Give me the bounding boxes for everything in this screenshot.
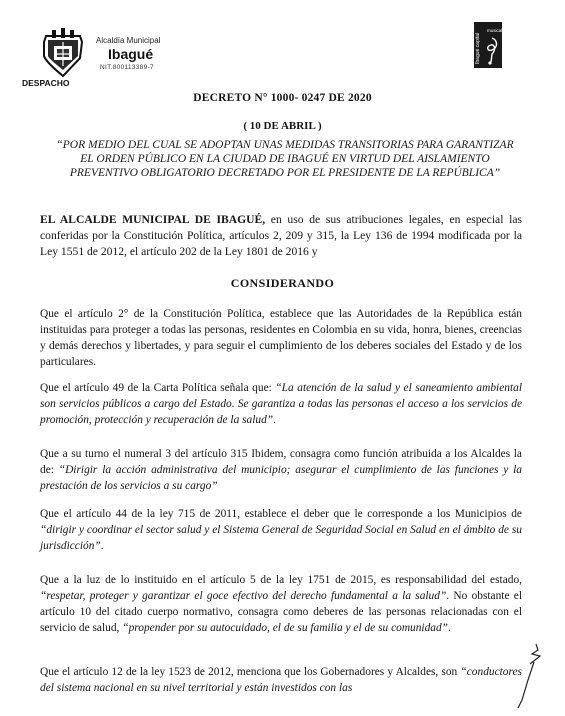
paragraph-5-quote-1: “respetar, proteger y garantizar el goce efectivo del derecho fundamental a la salud” (40, 590, 447, 602)
intro-body: en uso de sus atribuciones legales, en especial las conferidas por la Constitución Política, artículos 2, 209 y 315, la Ley 136 de 1994 modificada por la Ley 1551 de 2012, el artículo 202 de la Ley 1801 de 2016 y (40, 213, 522, 258)
considerando-heading: CONSIDERANDO (230, 276, 335, 290)
decree-date: ( 10 DE ABRIL ) (243, 120, 322, 132)
paragraph-5-text-a: Que a la luz de lo instituido en el artículo 5 de la ley 1751 de 2015, es responsabilidad del estado, (40, 574, 522, 586)
paragraph-2 (40, 380, 522, 428)
paragraph-4-quote: “dirigir y coordinar el sector salud y el Sistema General de Seguridad Social en Salud en el ámbito de su jurisdicción” (40, 524, 522, 552)
paragraph-1-text: Que el artículo 2° de la Constitución Política, establece que las Autoridades de la República están instituidas para proteger a todas las personas, residentes en Colombia en su vida, honra, bienes, creencias y demás derechos y libertades, y para seguir el cumplimiento de los deberes sociales del Estado y de los particulares. (40, 308, 522, 368)
paragraph-4-end: . (100, 540, 104, 552)
decree-title: DECRETO N° 1000- 0247 DE 2020 (193, 92, 372, 104)
paragraph-4-text: Que el artículo 44 de la ley 715 de 2011, establece el deber que le corresponde a los Municipios de (40, 508, 522, 520)
paragraph-5-text-b: . No obstante el artículo 10 del citado cuerpo normativo, consagra como deberes de las personas relacionadas con el servicio de salud, (40, 590, 523, 634)
capital-musical-badge (474, 22, 502, 68)
alcaldia-logo (12, 22, 212, 92)
decree-purpose: “POR MEDIO DEL CUAL SE ADOPTAN UNAS MEDIDAS TRANSITORIAS PARA GARANTIZAR EL ORDEN PÚBLICO EN LA CIUDAD DE IBAGUÉ EN VIRTUD DEL AISLAMIENTO PREVENTIVO OBLIGATORIO DECRETADO POR EL PRESIDENTE DE LA REPÚBLICA” (56, 139, 514, 179)
paragraph-6-quote: “conductores del sistema nacional en su nivel territorial y están investidos con las (40, 666, 522, 694)
paragraph-4 (40, 506, 522, 554)
paragraph-5-end: . (448, 622, 451, 634)
intro-paragraph (40, 212, 522, 260)
intro-lead: EL ALCALDE MUNICIPAL DE IBAGUÉ, (40, 213, 266, 226)
paragraph-5-quote-2: “propender por su autocuidado, el de su familia y el de su comunidad” (122, 622, 449, 634)
office-label: DESPACHO (22, 78, 70, 88)
paragraph-5 (40, 572, 522, 636)
svg-text:musical: musical (487, 28, 502, 33)
paragraph-3 (40, 446, 522, 494)
paragraph-6-text: Que el artículo 12 de la ley 1523 de 2012, menciona que los Gobernadores y Alcaldes, son (40, 666, 461, 678)
paragraph-1 (40, 306, 522, 370)
paragraph-3-text: Que a su turno el numeral 3 del artículo 315 Ibidem, consagra como función atribuida a los Alcaldes la de: (40, 448, 522, 476)
city-name: Ibagué (108, 46, 154, 62)
alcaldia-label: Alcaldía Municipal (96, 36, 161, 45)
paragraph-2-quote: “La atención de la salud y el saneamiento ambiental son servicios públicos a cargo del Estado. Se garantiza a todas las personas el acceso a los servicios de promoción, protección y recuperación de la salud” (40, 382, 522, 426)
svg-text:Ibagué capital: Ibagué capital (475, 32, 481, 64)
music-clef-icon (474, 22, 502, 68)
paragraph-2-end: . (273, 414, 277, 426)
city-seal-icon (38, 28, 88, 78)
signature-mark (508, 640, 548, 710)
paragraph-2-text: Que el artículo 49 de la Carta Política señala que: (40, 382, 276, 394)
paragraph-3-quote: “Dirigir la acción administrativa del municipio; asegurar el cumplimiento de las funciones y la prestación de los servicios a su cargo” (40, 464, 523, 492)
paragraph-6 (40, 664, 522, 696)
nit-number: NIT.800113389-7 (100, 64, 154, 71)
